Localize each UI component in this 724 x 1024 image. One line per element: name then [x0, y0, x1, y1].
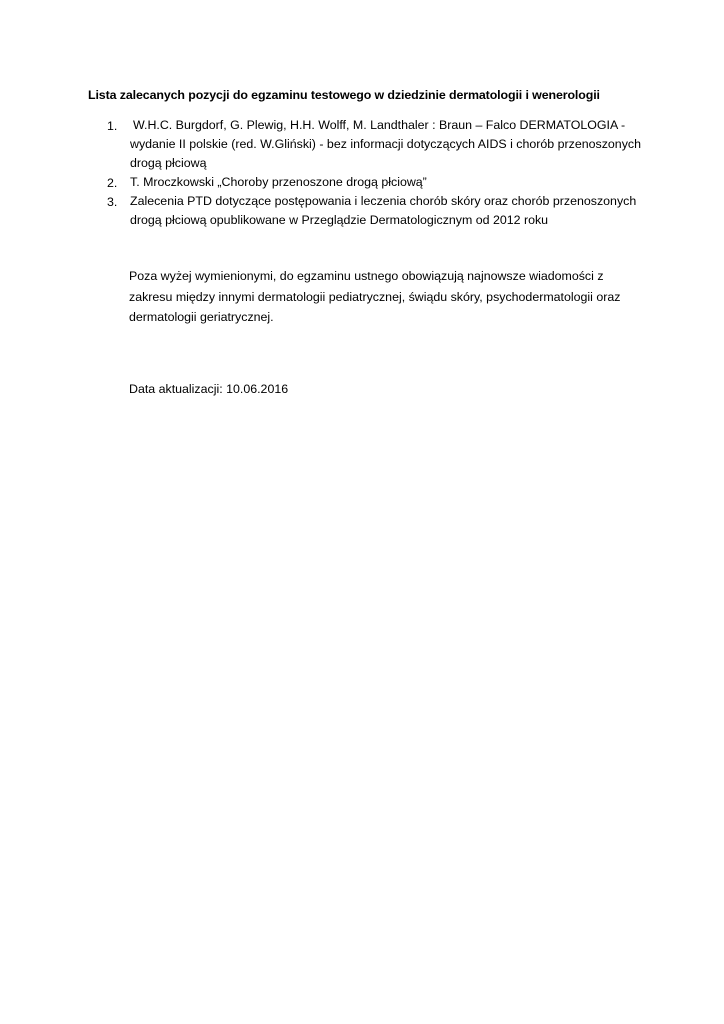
list-item-line: drogą płciową opublikowane w Przeglądzie Dermatologicznym od 2012 roku: [130, 213, 549, 227]
list-item-number: 1.: [107, 119, 118, 133]
update-date: Data aktualizacji: 10.06.2016: [129, 382, 289, 396]
list-item-line: drogą płciową: [130, 156, 207, 170]
paragraph-line: zakresu między innymi dermatologii pediatrycznej, świądu skóry, psychodermatologii oraz: [129, 289, 621, 304]
list-item-line: W.H.C. Burgdorf, G. Plewig, H.H. Wolff, M. Landthaler : Braun – Falco DERMATOLOGIA -: [133, 118, 626, 132]
list-item-line: wydanie II polskie (red. W.Gliński) - bez informacji dotyczących AIDS i chorób przenoszonych: [130, 137, 641, 151]
list-item-text: [130, 192, 650, 230]
document-title: Lista zalecanych pozycji do egzaminu testowego w dziedzinie dermatologii i wenerologii: [88, 88, 600, 102]
paragraph-line: dermatologii geriatrycznej.: [129, 310, 274, 324]
list-item-line: T. Mroczkowski „Choroby przenoszone drogą płciową”: [130, 175, 427, 189]
list-item-text: [130, 116, 653, 173]
list-item-text: [130, 173, 650, 192]
list-item-number: 3.: [107, 195, 118, 209]
oral-exam-paragraph: [129, 266, 669, 328]
paragraph-line: Poza wyżej wymienionymi, do egzaminu ustnego obowiązują najnowsze wiadomości z: [129, 269, 604, 283]
list-item-number: 2.: [107, 176, 118, 190]
list-item-line: Zalecenia PTD dotyczące postępowania i leczenia chorób skóry oraz chorób przenoszonych: [130, 194, 637, 208]
